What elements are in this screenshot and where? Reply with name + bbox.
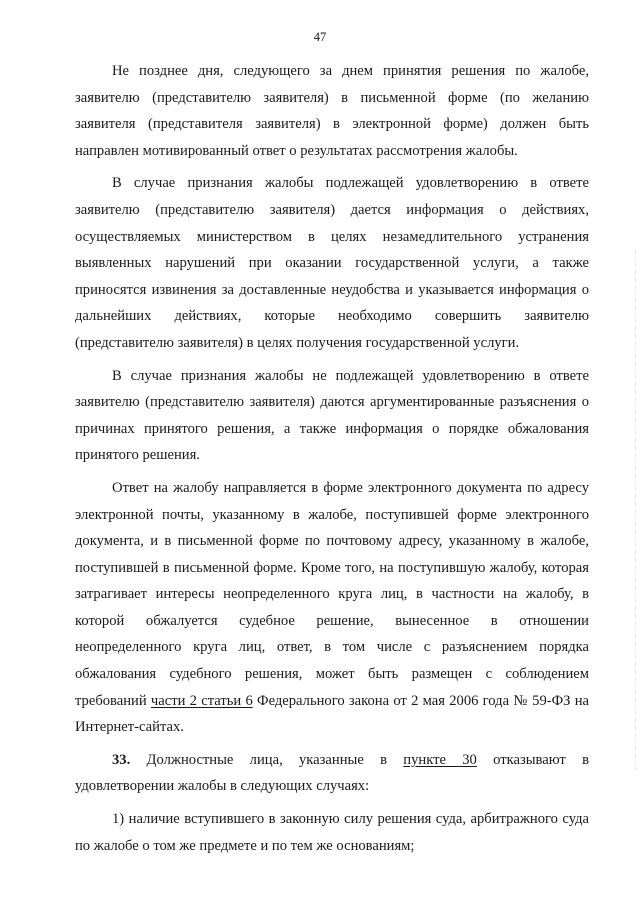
paragraph-complaint-satisfied: В случае признания жалобы подлежащей удовлетворению в ответе заявителю (представителю заявителя) дается информация о действиях, осуществляемых министерством в целях незамедлительного устранения выявленных нарушений при оказании государственной услуги, а также приносятся извинения за доставленные неудобства и указывается информация о дальнейших действиях, которые необходимо совершить заявителю (представителю заявителя) в целях получения государственной услуги. — [75, 175, 589, 351]
refusal-case-1: 1) наличие вступившего в законную силу решения суда, арбитражного суда по жалобе о том же предмете и по тем же основаниям; — [75, 811, 589, 854]
clause-33 — [75, 747, 589, 800]
paragraph-response-delivery-text: Ответ на жалобу направляется в форме электронного документа по адресу электронной почты, указанному в жалобе, поступившей форме электронного документа, и в письменной форме по почтовому адресу, указанному в жалобе, поступившей в письменной форме. Кроме того, на поступившую жалобу, которая затрагивает интересы неопределенного круга лиц, в частности на жалобу, в которой обжалуется судебное решение, вынесенное в отношении неопределенного круга лиц, ответ, в том числе с разъяснением порядка обжалования судебного решения, может быть размещен с соблюдением требований — [75, 479, 589, 709]
law-article-link[interactable]: части 2 статьи 6 — [150, 692, 253, 709]
clause-33-tail: отказывают в удовлетворении жалобы в следующих случаях: — [75, 751, 589, 795]
paragraph-response-delivery-tail: Федерального закона от 2 мая 2006 года № 59-ФЗ на Интернет-сайтах. — [75, 692, 589, 736]
clause-number: 33. — [112, 751, 131, 768]
paragraph-complaint-rejected: В случае признания жалобы не подлежащей удовлетворению в ответе заявителю (представителю заявителя) даются аргументированные разъяснения о причинах принятого решения, а также информация о порядке обжалования принятого решения. — [75, 367, 589, 464]
paragraph-response-deadline: Не позднее дня, следующего за днем принятия решения по жалобе, заявителю (представителю заявителя) в письменной форме (по желанию заявителя (представителя заявителя) в электронной форме) должен быть направлен мотивированный ответ о результатах рассмотрения жалобы. — [75, 63, 589, 159]
page-number: 47 — [313, 30, 327, 44]
document-body — [75, 58, 589, 865]
clause-30-link[interactable]: пункте 30 — [403, 751, 477, 768]
paragraph-response-delivery — [75, 475, 589, 741]
scan-edge-artifact — [635, 250, 636, 770]
clause-33-text: Должностные лица, указанные в — [130, 751, 404, 768]
